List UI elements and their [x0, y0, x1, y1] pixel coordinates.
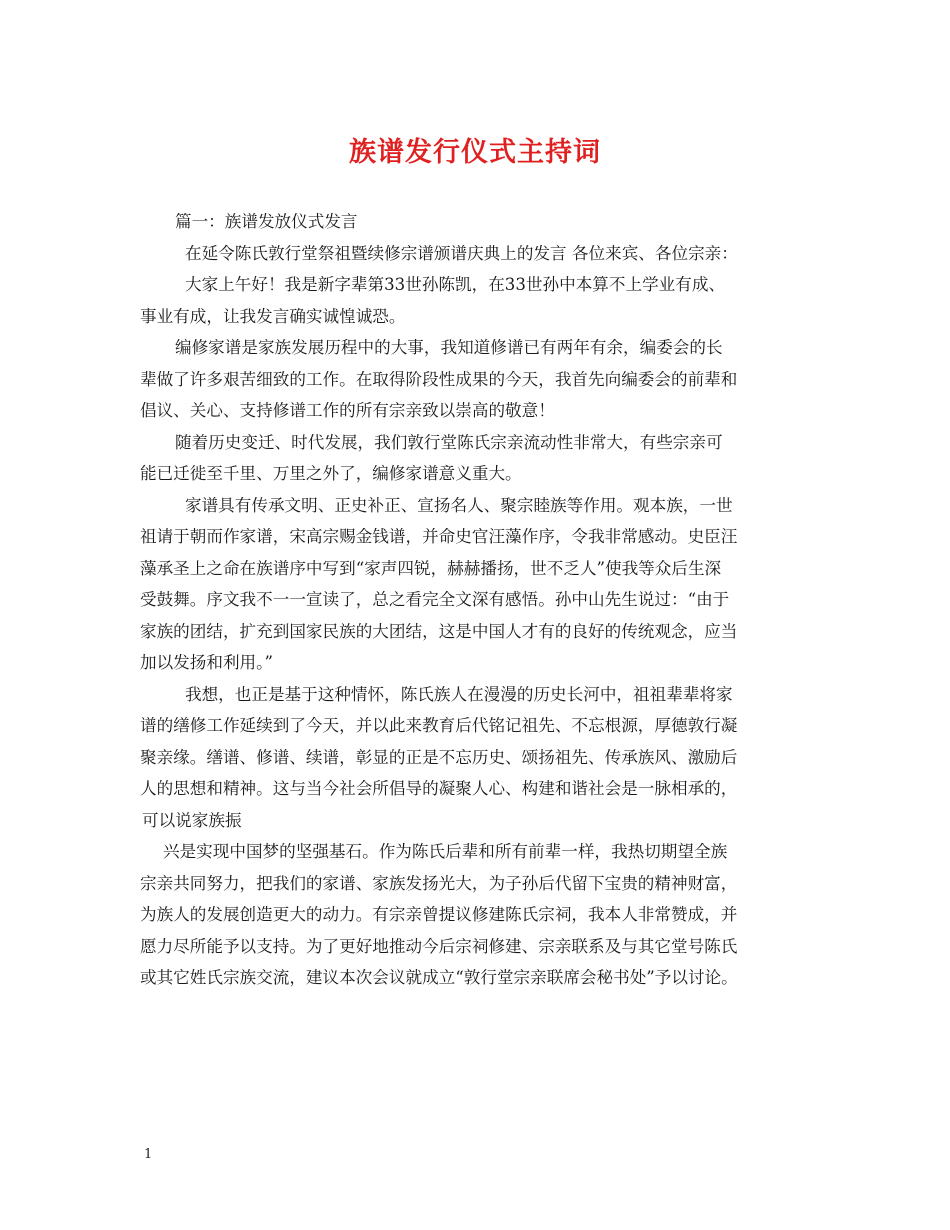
- text-line: 聚亲缘。缮谱、修谱、续谱，彰显的正是不忘历史、颂扬祖先、传承族风、激励后: [140, 747, 738, 767]
- text-line: 倡议、关心、支持修谱工作的所有宗亲致以崇高的敬意！: [140, 401, 555, 420]
- text-line: 家谱具有传承文明、正史补正、宣扬名人、聚宗睦族等作用。观本族，一世: [185, 495, 733, 515]
- text-line: 随着历史变迁、时代发展，我们敦行堂陈氏宗亲流动性非常大，有些宗亲可: [175, 432, 723, 452]
- text-line: 愿力尽所能予以支持。为了更好地推动今后宗祠修建、宗亲联系及与其它堂号陈氏: [140, 936, 738, 956]
- text-line: 谱的缮修工作延续到了今天，并以此来教育后代铭记祖先、不忘根源，厚德敦行凝: [140, 716, 738, 735]
- text-line: 大家上午好！我是新字辈第33世孙陈凯，在33世孙中本算不上学业有成、: [185, 275, 726, 294]
- text-line: 辈做了许多艰苦细致的工作。在取得阶段性成果的今天，我首先向编委会的前辈和: [140, 369, 738, 389]
- text-line: 宗亲共同努力，把我们的家谱、家族发扬光大，为子孙后代留下宝贵的精神财富，: [140, 873, 738, 893]
- text-line: 加以发扬和利用。”: [140, 653, 273, 672]
- text-line: 编修家谱是家族发展历程中的大事，我知道修谱已有两年有余，编委会的长: [175, 338, 723, 357]
- text-line: 家族的团结，扩充到国家民族的大团结，这是中国人才有的良好的传统观念，应当: [140, 621, 738, 641]
- page-number: 1: [144, 1147, 153, 1162]
- text-line: 能已迁徙至千里、万里之外了，编修家谱意义重大。: [140, 464, 522, 483]
- text-line: 可以说家族振: [142, 810, 242, 830]
- text-line: 人的思想和精神。这与当今社会所倡导的凝聚人心、构建和谐社会是一脉相承的，: [140, 779, 738, 798]
- document-title: 族谱发行仪式主持词: [349, 137, 601, 168]
- text-line: 或其它姓氏宗族交流，建议本次会议就成立“敦行堂宗亲联席会秘书处”予以讨论。: [140, 968, 738, 987]
- text-line: 我想，也正是基于这种情怀，陈氏族人在漫漫的历史长河中，祖祖辈辈将家: [185, 684, 733, 704]
- text-line: 在延令陈氏敦行堂祭祖暨续修宗谱颁谱庆典上的发言 各位来宾、各位宗亲：: [185, 243, 738, 263]
- text-line: 受鼓舞。序文我不一一宣读了，总之看完全文深有感悟。孙中山先生说过：“由于: [140, 590, 730, 609]
- text-line: 事业有成，让我发言确实诚惶诚恐。: [140, 306, 406, 326]
- text-line: 藻承圣上之命在族谱序中写到“家声四锐，赫赫播扬，世不乏人”使我等众后生深: [140, 558, 722, 578]
- text-line: 为族人的发展创造更大的动力。有宗亲曾提议修建陈氏宗祠，我本人非常赞成，并: [140, 905, 738, 924]
- text-line: 兴是实现中国梦的坚强基石。作为陈氏后辈和所有前辈一样，我热切期望全族: [163, 842, 728, 861]
- section-heading: 篇一：族谱发放仪式发言: [175, 212, 358, 231]
- document-body: [140, 206, 820, 994]
- text-line: 祖请于朝而作家谱，宋高宗赐金钱谱，并命史官汪藻作序，令我非常感动。史臣汪: [140, 527, 738, 546]
